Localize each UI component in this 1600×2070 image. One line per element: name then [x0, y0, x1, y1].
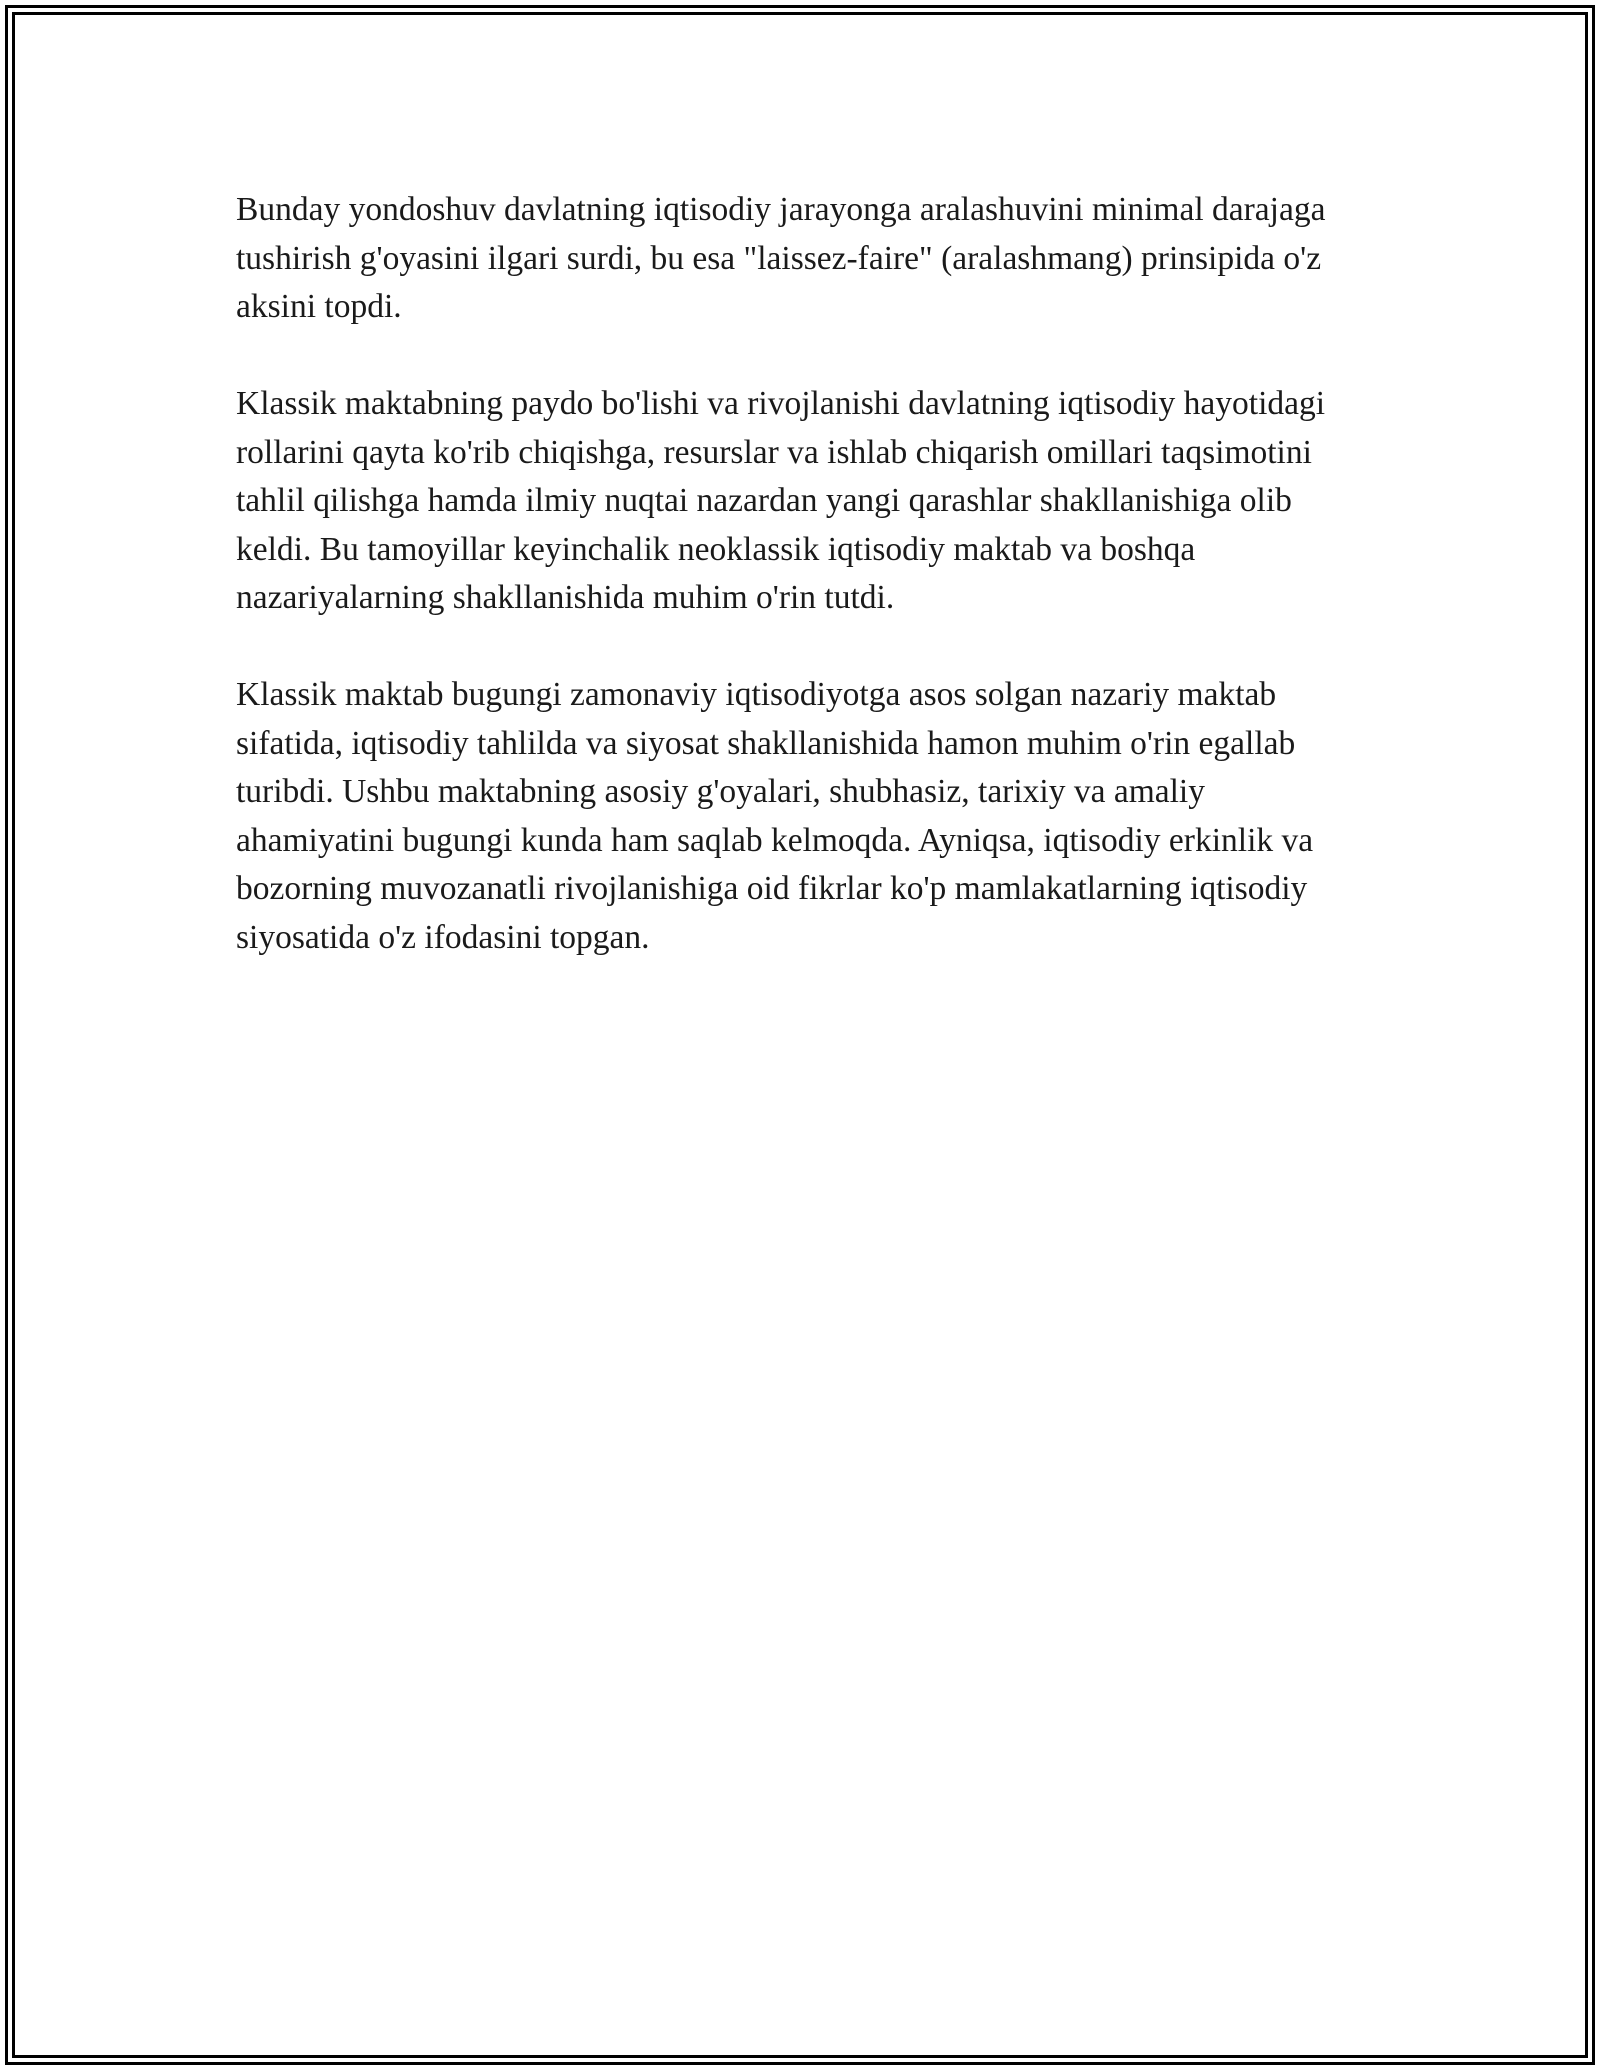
- paragraph-2: Klassik maktabning paydo bo'lishi va rivojlanishi davlatning iqtisodiy hayotidagi rollarini qayta ko'rib chiqishga, resurslar va ishlab chiqarish omillari taqsimotini tahlil qilishga hamda ilmiy nuqtai nazardan yangi qarashlar shakllanishiga olib keldi. Bu tamoyillar keyinchalik neoklassik iqtisodiy maktab va boshqa nazariyalarning shakllanishida muhim o'rin tutdi.: [236, 385, 1326, 616]
- document-body: [236, 186, 1366, 1011]
- paragraph-1: Bunday yondoshuv davlatning iqtisodiy jarayonga aralashuvini minimal darajaga tushirish g'oyasini ilgari surdi, bu esa "laissez-faire" (aralashmang) prinsipida o'z aksini topdi.: [236, 191, 1326, 325]
- paragraph-3: Klassik maktab bugungi zamonaviy iqtisodiyotga asos solgan nazariy maktab sifatida, iqtisodiy tahlilda va siyosat shakllanishida hamon muhim o'rin egallab turibdi. Ushbu maktabning asosiy g'oyalari, shubhasiz, tarixiy va amaliy ahamiyatini bugungi kunda ham saqlab kelmoqda. Ayniqsa, iqtisodiy erkinlik va bozorning muvozanatli rivojlanishiga oid fikrlar ko'p mamlakatlarning iqtisodiy siyosatida o'z ifodasini topgan.: [236, 676, 1314, 956]
